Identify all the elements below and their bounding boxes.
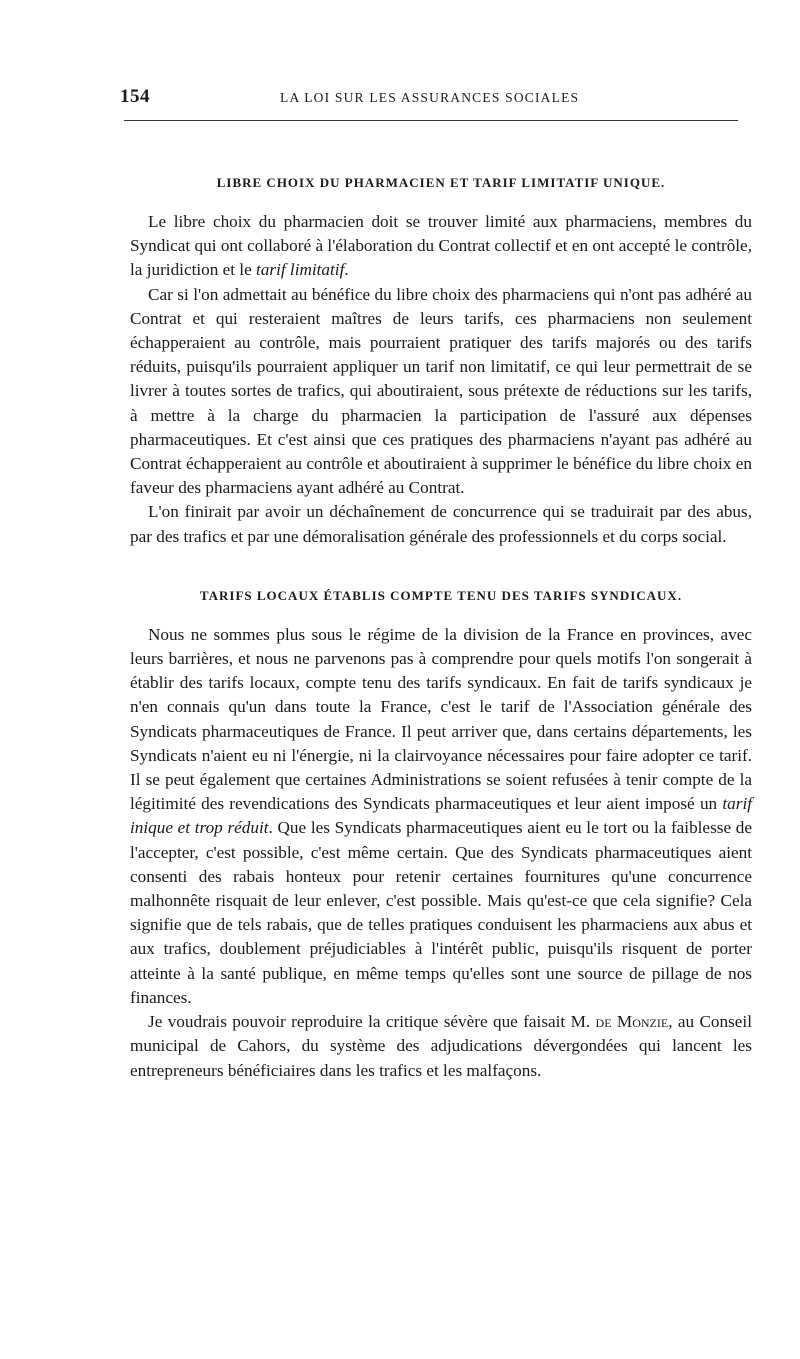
page-header: [120, 86, 740, 110]
paragraph: Car si l'on admettait au bénéfice du libre choix des pharmaciens qui n'ont pas adhéré au Contrat et qui resteraient maîtres de leurs tarifs, ces pharmaciens non seulement échapperaient au contrôle, mais pourraient pratiquer des tarifs majorés ou des tarifs réduits, puisqu'ils pourraient appliquer un tarif non limitatif, ce qui leur permettrait de se livrer à toutes sortes de trafics, qui aboutiraient, sous prétexte de réductions sur les tarifs, à mettre à la charge du pharmacien la participation de l'assuré aux dépenses pharmaceutiques. Et c'est ainsi que ces pratiques des pharmaciens n'ayant pas adhéré au Contrat échapperaient au contrôle et aboutiraient à supprimer le bénéfice du libre choix en faveur des pharmaciens ayant adhéré au Contrat.: [130, 284, 752, 498]
page-number: 154: [120, 86, 150, 107]
page-body: [130, 170, 752, 1083]
section-heading-libre-choix: LIBRE CHOIX DU PHARMACIEN ET TARIF LIMITATIF UNIQUE.: [216, 175, 666, 190]
paragraph: L'on finirait par avoir un déchaînement de concurrence qui se traduirait par des abus, par des trafics et par une démoralisation générale des professionnels et du corps social.: [130, 502, 752, 546]
paragraph: Le libre choix du pharmacien doit se trouver limité aux pharmaciens, membres du Syndicat qui ont collaboré à l'élaboration du Contrat collectif et en ont accepté le contrôle, la juridiction et le tarif limitatif.: [130, 212, 752, 280]
paragraph: Nous ne sommes plus sous le régime de la division de la France en provinces, avec leurs barrières, et nous ne parvenons pas à comprendre pour quels motifs l'on songerait à établir des tarifs locaux, compte tenu des tarifs syndicaux. En fait de tarifs syndicaux je n'en connais qu'un dans toute la France, c'est le tarif de l'Association générale des Syndicats pharmaceutiques de France. Il peut arriver que, dans certains départements, les Syndicats n'aient eu ni l'énergie, ni la clairvoyance nécessaires pour faire adopter ce tarif. Il se peut également que certaines Administrations se soient refusées à tenir compte de la légitimité des revendications des Syndicats pharmaceutiques et leur aient imposé un tarif inique et trop réduit. Que les Syndicats pharmaceutiques aient eu le tort ou la faiblesse de l'accepter, c'est possible, c'est même certain. Que des Syndicats pharmaceutiques aient consenti des rabais honteux pour retenir certaines fournitures qu'une concurrence malhonnête risquait de leur enlever, c'est possible. Mais qu'est-ce que cela signifie? Cela signifie que de tels rabais, que de telles pratiques conduisent les pharmaciens aux abus et aux trafics, doublement préjudiciables à l'intérêt public, puisqu'ils risquent de porter atteinte à la santé publique, en même temps qu'elles sont une source de pillage de nos finances.: [130, 624, 752, 1007]
paragraph: Je voudrais pouvoir reproduire la critique sévère que faisait M. de Monzie, au Conseil municipal de Cahors, du système des adjudications dévergondées qui lancent les entrepreneurs bénéficiaires dans les trafics et les malfaçons.: [130, 1012, 752, 1080]
header-rule: [124, 120, 738, 121]
section-heading-tarifs-locaux: TARIFS LOCAUX ÉTABLIS COMPTE TENU DES TARIFS SYNDICAUX.: [199, 587, 683, 603]
running-title: LA LOI SUR LES ASSURANCES SOCIALES: [280, 90, 580, 105]
